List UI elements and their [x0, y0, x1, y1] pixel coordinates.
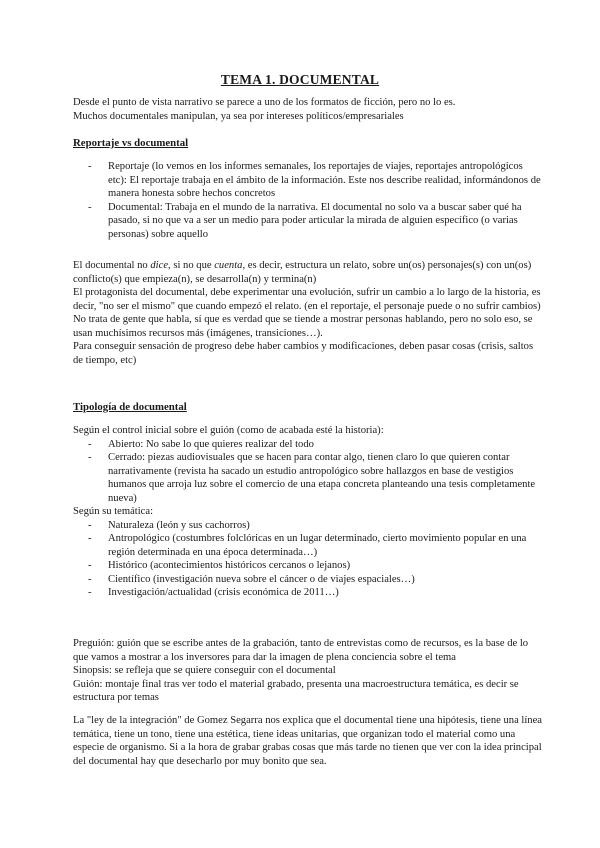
- definitions-block: [73, 637, 543, 705]
- section-reportaje: [73, 136, 543, 241]
- tipologia-intro-guion: Según el control inicial sobre el guión (como de acabada esté la historia):: [73, 425, 384, 436]
- list-item-cientifico: - Científico (investigación nueva sobre el cáncer o de viajes espaciales…): [73, 573, 543, 587]
- tipologia-intro-tematica: Según su temática:: [73, 506, 154, 517]
- definition-sinopsis: Sinopsis: se refleja que se quiere conseguir con el documental: [73, 665, 336, 676]
- list-item-cerrado: - Cerrado: piezas audiovisuales que se hacen para contar algo, tienen claro lo que quieren contar narrativamente (revista ha sacado un estudio antropológico sobre hallazgos en base de vestigios humanos que arroja luz sobre el comercio de una etapa concreta planteando una tesis completamente nueva): [73, 451, 543, 505]
- definition-preguion: Preguión: guión que se escribe antes de la grabación, tanto de entrevistas como de recursos, es la base de lo que vamos a mostrar a los inversores para dar la imagen de plena conciencia sobre el tema: [73, 638, 529, 663]
- list-item-antropologico: - Antropológico (costumbres folclóricas en un lugar determinado, cierto movimiento popular en una región determinada en una época determinada…): [73, 532, 543, 559]
- text-segment: , si no que: [168, 260, 215, 271]
- section-heading-tipologia: Tipología de documental: [73, 401, 187, 413]
- paragraph-ley-integracion: La "ley de la integración" de Gomez Segarra nos explica que el documental tiene una hipótesis, tiene una línea temática, tiene un tono, tiene una estética, tiene ideas unitarias, que organizan todo el material como una especie de organismo. Si a la hora de grabar grabas cosas que más tarde no tienen que ver con la idea principal del documental hay que desecharlo por muy bonito que sea.: [73, 715, 543, 767]
- section-heading-reportaje: Reportaje vs documental: [73, 137, 189, 149]
- closing-block: [73, 714, 543, 768]
- paragraph-progreso: Para conseguir sensación de progreso debe haber cambios y modificaciones, deben pasar cosas (crisis, saltos de tiempo, etc): [73, 341, 534, 366]
- body-block-1: [73, 259, 543, 367]
- text-segment: El documental no: [73, 260, 151, 271]
- list-item-historico: - Histórico (acontecimientos históricos cercanos o lejanos): [73, 559, 543, 573]
- page-title: TEMA 1. DOCUMENTAL: [220, 72, 380, 87]
- definition-guion: Guión: montaje final tras ver todo el material grabado, presenta una macroestructura temática, es decir se estructura por temas: [73, 678, 519, 703]
- list-item-reportaje: - Reportaje (lo vemos en los informes semanales, los reportajes de viajes, reportajes antropológicos etc): El reportaje trabaja en el ámbito de la información. Este nos describe realidad, informándonos de manera honesta sobre hechos concretos: [73, 160, 543, 201]
- text-italic-cuenta: cuenta: [214, 260, 243, 271]
- list-item-naturaleza: - Naturaleza (león y sus cachorros): [73, 519, 543, 533]
- list-item-investigacion: - Investigación/actualidad (crisis económica de 2011…): [73, 586, 543, 600]
- intro-line-2: Muchos documentales manipulan, ya sea por intereses políticos/empresariales: [73, 110, 404, 122]
- paragraph-gente-habla: No trata de gente que habla, sí que es verdad que se tiende a mostrar personas hablando, pero no solo eso, se usan muchísimos recursos más (imágenes, transiciones…).: [73, 314, 533, 339]
- list-item-abierto: - Abierto: No sabe lo que quieres realizar del todo: [73, 438, 543, 452]
- guion-list: [73, 438, 543, 506]
- list-item-documental: - Documental: Trabaja en el mundo de la narrativa. El documental no solo va a buscar saber qué ha pasado, si no que va a ser un medio para poder articular la mirada de alguien específico (o varias personas) sobre aquello: [73, 201, 543, 242]
- text-segment: , es decir, estructura un relato, sobre un(os) personajes(s) con un(os) conflicto(s) que empieza(n), se desarrolla(n) y termina(n): [73, 260, 532, 285]
- tematica-list: [73, 519, 543, 600]
- paragraph-protagonista: El protagonista del documental, debe experimentar una evolución, sufrir un cambio a lo largo de la historia, es decir, "no ser el mismo" que cuando empezó el relato. (en el reportaje, el personaje puede o no sufrir cambios): [73, 287, 541, 312]
- paragraph-dice-cuenta: [73, 259, 543, 286]
- intro-line-1: Desde el punto de vista narrativo se parece a uno de los formatos de ficción, pero no lo es.: [73, 97, 456, 108]
- reportaje-list: [73, 160, 543, 241]
- intro-block: [73, 96, 543, 123]
- section-tipologia: [73, 400, 543, 600]
- text-italic-dice: dice: [150, 260, 169, 271]
